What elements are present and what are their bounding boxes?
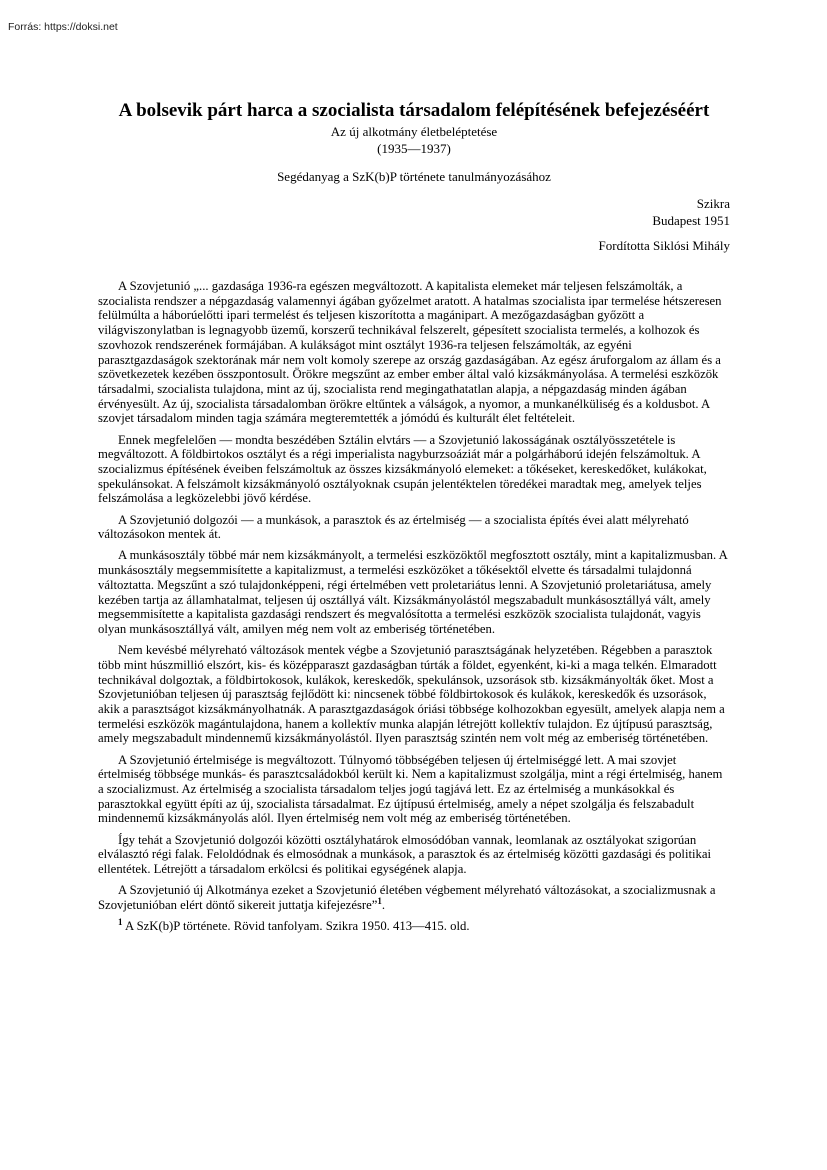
paragraph: A Szovjetunió értelmisége is megváltozott. Túlnyomó többségében teljesen új értelmiséggé lett. A mai szovjet értelmiség többsége munkás- és parasztcsaládokból került ki. Nem a kapitalizmust szolgálja, mint a régi értelmiség, hanem a szocializmust. Az értelmiség a szocialista társadalom teljes jogú tagjává lett. Ez az értelmiség a munkásokkal és parasztokkal együtt építi az új, szocialista társadalmat. Ez újtípusú értelmiség, amely a népet szolgálja és felszabadult mindennemű kizsákmányolás alól. Ilyen értelmiség nem volt még az emberiség történetében. bbox=[98, 752, 723, 826]
footnote-mark: 1 bbox=[118, 916, 123, 927]
document-page bbox=[98, 98, 730, 941]
publisher: Szikra bbox=[696, 196, 730, 211]
footnote-ref: 1 bbox=[377, 895, 382, 906]
paragraph: A Szovjetunió dolgozói — a munkások, a parasztok és az értelmiség — a szocialista építés évei alatt mélyreható változásokon mentek át. bbox=[98, 512, 689, 542]
paragraph-last: A Szovjetunió új Alkotmánya ezeket a Szovjetunió életében végbement mélyreható változásokat, a szocializmusnak a Szovjetunióban elért döntő sikereit juttatja kifejezésre”$^1$. bbox=[98, 883, 716, 912]
document-years: (1935—1937) bbox=[377, 141, 451, 156]
document-body bbox=[98, 279, 730, 934]
document-title: A bolsevik párt harca a szocialista társadalom felépítésének befejezéséért bbox=[118, 100, 710, 121]
paragraph: Ennek megfelelően — mondta beszédében Sztálin elvtárs — a Szovjetunió lakosságának osztályösszetétele is megváltozott. A földbirtokos osztályt és a régi imperialista nagyburzsoáziát már a polgárháború idején felszámoltuk. A szocializmus építésének éveiben felszámoltuk az összes kizsákmányoló elemeket: a tőkéseket, kereskedőket, kulákokat, spekulánsokat. A felszámolt kizsákmányoló osztályoknak csupán jelentéktelen töredékei maradtak meg, amelyek teljes felszámolása a legközelebbi jövő kérdése. bbox=[98, 432, 707, 506]
paragraph: Így tehát a Szovjetunió dolgozói közötti osztályhatárok elmosódóban vannak, leomlanak az osztályokat szigorúan elválasztó régi falak. Feloldódnak és elmosódnak a munkások, a parasztok és az értelmiség közötti gazdasági és politikai ellentétek. Létrejött a társadalom erkölcsi és politikai egységének alapja. bbox=[98, 832, 712, 877]
source-label: Forrás: https://doksi.net bbox=[8, 21, 118, 33]
study-aid-line: Segédanyag a SzK(b)P története tanulmányozásához bbox=[277, 169, 551, 184]
place-year: Budapest 1951 bbox=[652, 213, 730, 228]
paragraph-last-text: A Szovjetunió új Alkotmánya ezeket a Szovjetunió életében végbement mélyreható változásokat, a szocializmusnak a Szovjetunióban elért döntő sikereit juttatja kifejezésre” bbox=[98, 883, 716, 912]
footnote-text: A SzK(b)P története. Rövid tanfolyam. Szikra 1950. 413—415. old. bbox=[124, 919, 470, 934]
paragraph: A Szovjetunió „... gazdasága 1936-ra egészen megváltozott. A kapitalista elemeket már teljesen felszámolták, a szocialista rendszer a népgazdaság valamennyi ágában győzelmet aratott. A hatalmas szocialista ipar termelése hétszeresen felülmúlta a háborúelőtti ipari termelést és teljesen kiszorította a magánipart. A mezőgazdaságban győzött a világviszonylatban is legnagyobb üzemű, korszerű technikával felszerelt, gépesített szocialista termelés, a kolhozok és szovhozok rendszerének formájában. A kulákságot mint osztályt 1936-ra teljesen felszámolták, az egyéni parasztgazdaságok szektorának már nem volt komoly szerepe az ország gazdaságában. Az egész áruforgalom az állam és a szövetkezetek kezében összpontosult. Örökre megszűnt az ember ember által való kizsákmányolása. A termelési eszközök társadalmi, szocialista tulajdona, mint az új, szocialista rend megingathatatlan alapja, a népgazdaság minden ágában érvényesült. Az új, szocialista társadalomban örökre eltűntek a válságok, a nyomor, a munkanélküliség és a koldusbot. A szovjet társadalom minden tagja számára megteremtették a jómódú és kulturált élet feltételeit. bbox=[98, 279, 722, 426]
document-subtitle: Az új alkotmány életbeléptetése bbox=[330, 124, 498, 139]
footnote bbox=[98, 916, 730, 934]
paragraph: A munkásosztály többé már nem kizsákmányolt, a termelési eszközöktől megfosztott osztály, mint a kapitalizmusban. A munkásosztály megsemmisítette a kapitalizmust, a termelési eszközöket a tőkésektől elvette és társadalmi tulajdonná változtatta. Megszűnt a szó tulajdonképpeni, régi értelmében vett proletariátus lenni. A Szovjetunió proletariátusa, amely kezében tartja az államhatalmat, teljesen új osztállyá vált. Kizsákmányolástól megszabadult munkásosztállyá vált, amely megsemmisítette a kapitalista gazdasági rendszert és megvalósította a termelési eszközök szocialista tulajdonát, vagyis olyan munkásosztállyá vált, amilyen még nem volt az emberiség történetében. bbox=[98, 548, 728, 636]
paragraph: Nem kevésbé mélyreható változások mentek végbe a Szovjetunió parasztságának helyzetében. Régebben a parasztok több mint húszmillió elszórt, kis- és középparaszt gazdaságban túrták a földet, egyenként, ki-ki a maga telkén. Elmaradott technikával dolgoztak, a földbirtokosok, kulákok, kereskedők, spekulánsok, uzsorások stb. kizsákmányolták őket. Most a Szovjetunióban teljesen új parasztság fejlődött ki: nincsenek többé földbirtokosok és kulákok, kereskedők és uzsorások, akik a parasztságot kizsákmányolhatnák. A parasztgazdaságok óriási többsége kolhozokban egyesült, amelyek alapja nem a termelési eszközök magántulajdona, hanem a kollektív munka alapján létrejött kollektív tulajdon. Ez újtípusú parasztság, amely megszabadult mindennemű kizsákmányolástól. Ilyen parasztság szintén nem volt még az emberiség történetében. bbox=[98, 643, 725, 746]
translator: Fordította Siklósi Mihály bbox=[598, 238, 730, 253]
